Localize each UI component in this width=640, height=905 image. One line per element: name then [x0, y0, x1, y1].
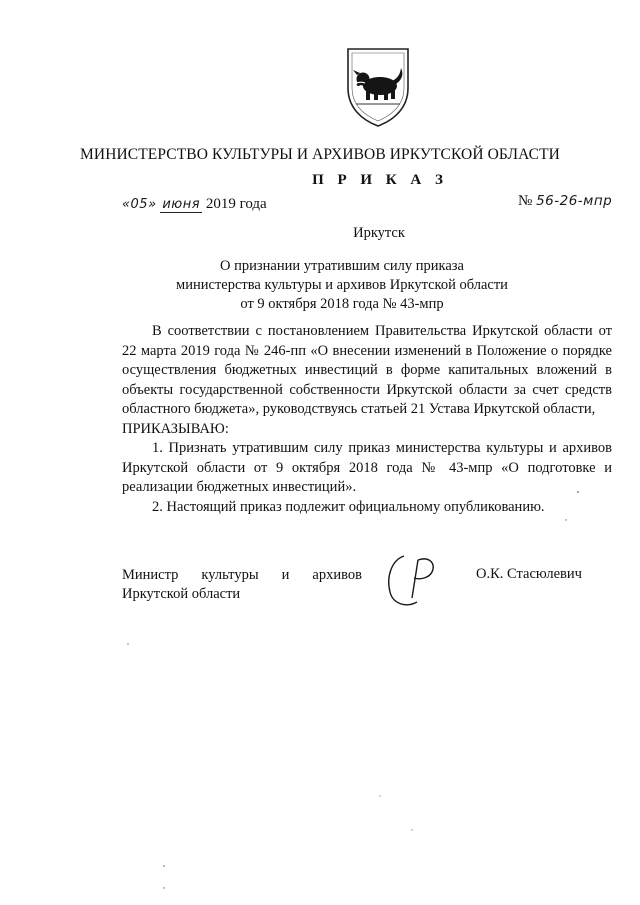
date-month: июня	[162, 197, 201, 212]
order-body	[122, 322, 612, 517]
date-year: 2019 года	[205, 196, 267, 212]
title-word: архивов	[312, 567, 362, 583]
subject-line-1: О признании утратившим силу приказа	[220, 258, 464, 274]
date-day: «05»	[122, 197, 157, 212]
subject-line-2: министерства культуры и архивов Иркутской области	[176, 277, 508, 293]
order-word: ПРИКАЗЫВАЮ:	[122, 420, 229, 437]
city: Иркутск	[353, 225, 405, 241]
number-label: №	[518, 193, 533, 209]
document-type: П Р И К А З	[312, 172, 448, 188]
order-number	[518, 193, 612, 210]
ministry-name: МИНИСТЕРСТВО КУЛЬТУРЫ И АРХИВОВ ИРКУТСКОЙ ОБЛАСТИ	[80, 146, 560, 163]
signatory-name: О.К. Стасюлевич	[476, 566, 582, 582]
subject-line-3: от 9 октября 2018 года № 43-мпр	[240, 296, 444, 312]
order-item-1: 1. Признать утратившим силу приказ министерства культуры и архивов Иркутской области от 9 октября 2018 года № 43-мпр «О подготовке и реализации бюджетных инвестиций».	[122, 440, 612, 495]
preamble: В соответствии с постановлением Правительства Иркутской области от 22 марта 2019 года № 246-пп «О внесении изменений в Положение о порядке осуществления бюджетных инвестиций в форме капитальных вложений в объекты государственной собственности Иркутской области за счет средств областного бюджета», руководствуясь статьей 21 Устава Иркутской области,	[122, 323, 612, 417]
order-item-2: 2. Настоящий приказ подлежит официальному опубликованию.	[152, 498, 545, 515]
handwritten-signature	[384, 550, 446, 612]
signatory-title-line-2: Иркутской области	[122, 586, 241, 602]
title-word: и	[281, 567, 290, 583]
signatory-title	[122, 566, 362, 604]
title-word: культуры	[201, 567, 259, 583]
coat-of-arms-icon	[344, 46, 412, 128]
signatory-title-line-1	[122, 566, 362, 585]
order-date	[122, 196, 267, 213]
order-subject	[0, 257, 640, 314]
title-word: Министр	[122, 567, 179, 583]
number-value: 56-26-мпр	[536, 193, 613, 209]
